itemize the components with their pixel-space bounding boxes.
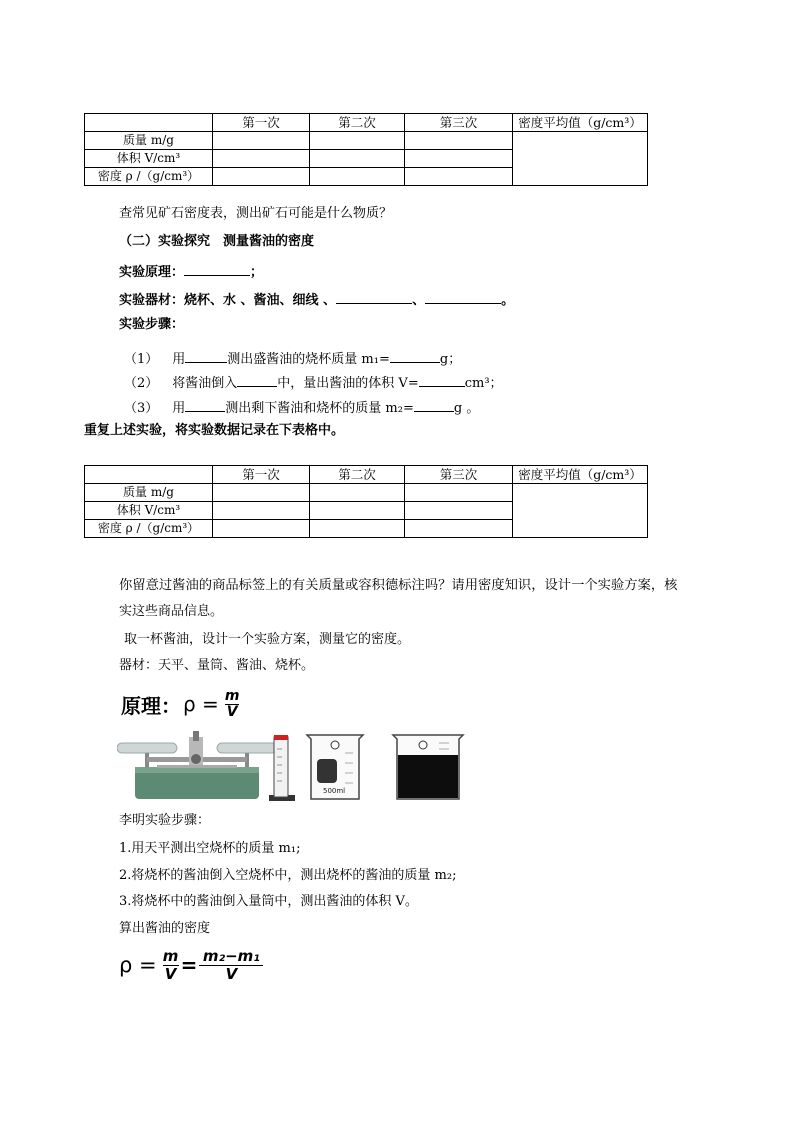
equipment-separator: 、 xyxy=(412,293,426,308)
liming-step-2: 2.将烧杯的酱油倒入空烧杯中，测出烧杯的酱油的质量 m₂; xyxy=(119,868,457,883)
formula-label: 原理： xyxy=(121,693,181,718)
step-text: 测出盛酱油的烧杯质量 m₁= xyxy=(227,352,390,367)
table-row xyxy=(85,132,648,150)
table-header-row xyxy=(85,114,648,132)
formula-fraction xyxy=(163,948,179,983)
average-cell xyxy=(513,132,648,186)
equipment-line xyxy=(119,289,514,310)
step-number: （2） xyxy=(124,376,159,391)
step-3 xyxy=(124,397,479,418)
average-cell xyxy=(513,484,648,538)
formula-fraction xyxy=(225,689,240,720)
table-cell xyxy=(310,150,405,168)
table-cell xyxy=(310,520,405,538)
table-cell xyxy=(405,502,513,520)
step-text: 中，量出酱油的体积 V= xyxy=(277,376,419,391)
apparatus-image xyxy=(117,729,469,803)
step-blank xyxy=(185,397,225,412)
table-cell xyxy=(310,484,405,502)
step-text: 用 xyxy=(172,352,186,367)
principle-end: ； xyxy=(250,265,264,280)
table-header-cell: 第一次 xyxy=(213,466,310,484)
table-header-cell: 第二次 xyxy=(310,114,405,132)
row-label-volume: 体积 V/cm³ xyxy=(85,502,213,520)
liming-title: 李明实验步骤： xyxy=(119,813,211,828)
table-header-cell xyxy=(85,466,213,484)
density-formula xyxy=(119,943,263,987)
row-label-density: 密度 ρ /（g/cm³） xyxy=(85,168,213,186)
soy-sauce-beaker-icon xyxy=(393,735,463,799)
empty-beaker-icon xyxy=(307,735,363,799)
table-header-row xyxy=(85,466,648,484)
table-cell xyxy=(213,168,310,186)
formula-numerator: m₂−m₁ xyxy=(202,946,260,965)
table-cell xyxy=(213,520,310,538)
row-label-mass: 质量 m/g xyxy=(85,484,213,502)
liming-step-1: 1.用天平测出空烧杯的质量 m₁; xyxy=(119,841,301,856)
step-text: 用 xyxy=(172,401,186,416)
materials-line: 器材：天平、量筒、酱油、烧杯。 xyxy=(119,658,315,673)
step-text: 将酱油倒入 xyxy=(172,376,238,391)
row-label-volume: 体积 V/cm³ xyxy=(85,150,213,168)
beaker-volume-label: 500ml xyxy=(323,787,346,795)
repeat-note: 重复上述实验，将实验数据记录在下表格中。 xyxy=(84,423,345,438)
step-blank xyxy=(390,348,440,363)
equipment-end: 。 xyxy=(501,293,515,308)
formula-fraction xyxy=(199,948,263,983)
step-1 xyxy=(124,348,461,369)
principle-formula xyxy=(121,686,239,722)
step-blank xyxy=(419,372,465,387)
table-header-cell: 密度平均值（g/cm³） xyxy=(513,114,648,132)
table-header-cell: 第二次 xyxy=(310,466,405,484)
formula-denominator: V xyxy=(225,964,238,983)
table-cell xyxy=(213,502,310,520)
table-header-cell xyxy=(85,114,213,132)
table-header-cell: 密度平均值（g/cm³） xyxy=(513,466,648,484)
table-cell xyxy=(213,132,310,150)
row-label-density: 密度 ρ /（g/cm³） xyxy=(85,520,213,538)
formula-lhs: ρ = xyxy=(183,692,219,716)
principle-label: 实验原理： xyxy=(119,265,185,280)
formula-numerator: m xyxy=(224,687,240,704)
balance-scale-icon xyxy=(117,731,277,799)
table-row xyxy=(85,484,648,502)
principle-line xyxy=(119,261,263,282)
row-label-mass: 质量 m/g xyxy=(85,132,213,150)
equipment-blank-1 xyxy=(336,289,412,304)
step-text: cm³； xyxy=(464,376,503,391)
section-title: （二）实验探究 测量酱油的密度 xyxy=(119,234,315,249)
formula-lhs: ρ = xyxy=(119,953,157,977)
table-cell xyxy=(405,484,513,502)
calc-label: 算出酱油的密度 xyxy=(119,921,211,936)
liming-step-3: 3.将烧杯中的酱油倒入量筒中，测出酱油的体积 V。 xyxy=(119,894,418,909)
table-header-cell: 第三次 xyxy=(405,466,513,484)
steps-label: 实验步骤： xyxy=(119,317,185,332)
step-number: （1） xyxy=(124,352,159,367)
formula-denominator: V xyxy=(164,964,177,983)
density-table-2 xyxy=(84,465,648,538)
question-ore: 查常见矿石密度表，测出矿石可能是什么物质？ xyxy=(119,206,393,221)
table-cell xyxy=(213,150,310,168)
step-blank xyxy=(414,397,454,412)
table-cell xyxy=(310,132,405,150)
table-cell xyxy=(310,502,405,520)
formula-denominator: V xyxy=(226,703,238,720)
step-blank xyxy=(237,372,277,387)
step-blank xyxy=(185,348,227,363)
step-text: g 。 xyxy=(453,401,480,416)
step-text: g； xyxy=(439,352,462,367)
principle-blank xyxy=(184,261,250,276)
step-number: （3） xyxy=(124,401,159,416)
table-cell xyxy=(405,132,513,150)
table-cell xyxy=(405,150,513,168)
formula-numerator: m xyxy=(162,946,179,965)
paragraph-design: 取一杯酱油，设计一个实验方案，测量它的密度。 xyxy=(124,632,411,647)
step-2 xyxy=(124,372,503,393)
paragraph-label-check-cont: 实这些商品信息。 xyxy=(119,604,224,619)
table-cell xyxy=(405,168,513,186)
step-text: 测出剩下酱油和烧杯的质量 m₂= xyxy=(225,401,414,416)
equipment-label: 实验器材：烧杯、水 、酱油、细线 、 xyxy=(119,293,337,308)
density-table-1 xyxy=(84,113,648,186)
table-cell xyxy=(213,484,310,502)
table-header-cell: 第三次 xyxy=(405,114,513,132)
table-header-cell: 第一次 xyxy=(213,114,310,132)
table-cell xyxy=(405,520,513,538)
paragraph-label-check: 你留意过酱油的商品标签上的有关质量或容积德标注吗？请用密度知识，设计一个实验方案，核 xyxy=(119,578,678,593)
equipment-blank-2 xyxy=(425,289,501,304)
formula-equals: = xyxy=(180,953,198,977)
table-cell xyxy=(310,168,405,186)
